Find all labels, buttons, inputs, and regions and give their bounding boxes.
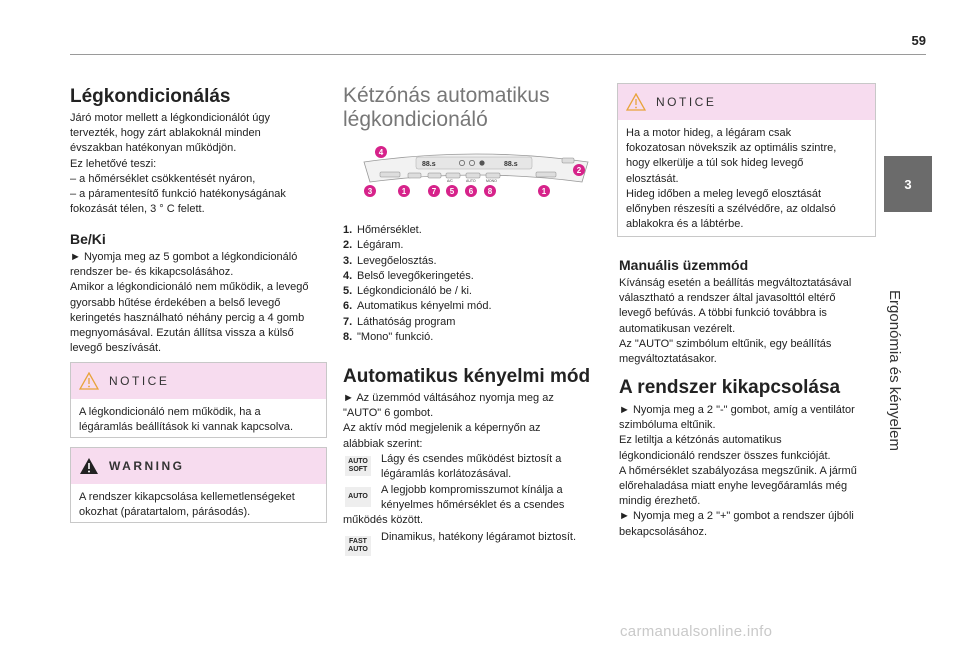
mode-normal-text	[381, 483, 596, 513]
recirculation-icon	[479, 160, 484, 165]
mode-normal-tail	[343, 513, 593, 528]
legend-item: 8. "Mono" funkció.	[343, 331, 434, 344]
text-line: Ha a motor hideg, a légáram csak	[626, 127, 792, 139]
text-line: megváltoztatásakor.	[619, 353, 717, 366]
fan-speed-rocker[interactable]	[562, 158, 574, 163]
title-line: Kétzónás automatikus	[343, 84, 550, 107]
caution-triangle-icon	[79, 372, 99, 390]
auto-button[interactable]	[466, 173, 480, 178]
notice-title: NOTICE	[109, 374, 170, 388]
watermark: carmanualsonline.info	[620, 623, 773, 640]
callout-1-right-label: 1	[541, 187, 547, 196]
text-line: választható a rendszer által javasolttól eltérő	[619, 292, 836, 305]
text-line: okozhat (páratartalom, párásodás).	[79, 506, 251, 519]
text-line: A legjobb kompromisszumot kínálja a	[381, 484, 563, 496]
text-line: légáramlás beállítások ki vannak kapcsolva.	[79, 421, 294, 434]
chapter-number: 3	[904, 176, 912, 192]
callout-3-label: 3	[367, 187, 373, 196]
header-rule	[70, 54, 926, 55]
notice-header	[618, 84, 875, 120]
section-title-air-conditioning: Légkondicionálás	[70, 86, 231, 107]
text-line: előnyben részesíti a szélvédőre, az oldalsó	[626, 203, 836, 216]
text-line: tervezték, hogy zárt ablakoknál minden	[70, 127, 261, 140]
text-line: Dinamikus, hatékony légáramot biztosít.	[381, 531, 577, 543]
text-line: fokozását télen, 3 ° C felett.	[70, 203, 205, 216]
warning-triangle-icon	[79, 457, 99, 475]
text-line: A hőmérséklet szabályozása megszűnik. A jármű	[619, 464, 857, 477]
text-line: kényelmes hőmérséklet és a csendes	[381, 499, 565, 512]
text-line: Lágy és csendes működést biztosít a	[381, 453, 562, 465]
text-line: előrehaladása miatt enyhe levegőáramlás még	[619, 480, 848, 493]
caution-triangle-icon	[626, 93, 646, 111]
text-line: alábbiak szerint:	[343, 437, 423, 450]
text-line: Kívánság esetén a beállítás megváltoztatásával	[619, 277, 852, 289]
title-line: légkondicionáló	[343, 108, 488, 131]
legend-item: 4. Belső levegőkeringetés.	[343, 269, 474, 282]
legend-item: 5. Légkondicionáló be / ki.	[343, 285, 472, 298]
airflow-rocker[interactable]	[408, 173, 421, 178]
text-line: Ez lehetővé teszi:	[70, 157, 157, 170]
legend-item: 6. Automatikus kényelmi mód.	[343, 300, 492, 313]
legend-list	[343, 223, 492, 345]
text-line: működés között.	[343, 514, 424, 526]
mode-soft-text	[381, 452, 596, 482]
text-line: levegő beszívását.	[70, 342, 162, 355]
chapter-tab[interactable]	[884, 156, 932, 212]
intro-paragraph	[70, 111, 315, 217]
section-title-dual-zone	[343, 84, 550, 132]
text-line: ► Nyomja meg a 2 "+" gombot a rendszer újbóli	[619, 510, 854, 523]
manual-paragraph	[619, 276, 879, 367]
comfort-paragraph	[343, 391, 593, 452]
notice-box-col3	[617, 83, 876, 237]
mono-label: MONO	[486, 179, 497, 183]
text-line: Az aktív mód megjelenik a képernyőn az	[343, 422, 541, 435]
section-title-auto-comfort: Automatikus kényelmi mód	[343, 366, 591, 387]
text-line: bekapcsolásához.	[619, 525, 708, 538]
text-line: Ez letiltja a kétzónás automatikus	[619, 434, 782, 447]
ac-button[interactable]	[446, 173, 460, 178]
warning-title: WARNING	[109, 459, 185, 473]
chapter-label-text: Ergonómia és kényelem	[885, 289, 903, 451]
text-line: gyorsabb hűtése érdekében a belső levegő	[70, 296, 281, 309]
warning-body	[71, 484, 326, 526]
text-line: "AUTO" 6 gombot.	[343, 407, 434, 420]
notice-header	[71, 363, 326, 399]
temperature-rocker-right[interactable]	[536, 172, 556, 177]
callout-5-label: 5	[449, 187, 455, 196]
text-line: rendszer be- és kikapcsolásához.	[70, 266, 234, 279]
notice-body	[618, 120, 875, 238]
subsection-title-manual: Manuális üzemmód	[619, 257, 749, 273]
section-title-system-off: A rendszer kikapcsolása	[619, 377, 841, 398]
text-line: ► Nyomja meg az 5 gombot a légkondicionáló	[70, 251, 298, 263]
notice-body	[71, 399, 326, 441]
legend-item: 1. Hőmérséklet.	[343, 224, 422, 236]
visibility-button[interactable]	[428, 173, 441, 178]
legend-item: 3. Levegőelosztás.	[343, 254, 437, 267]
callout-2-label: 2	[576, 166, 582, 175]
fast-auto-icon: FAST AUTO	[345, 536, 371, 556]
notice-title: NOTICE	[656, 95, 717, 109]
text-line: A rendszer kikapcsolása kellemetlenségeket	[79, 491, 295, 503]
text-line: mindig érezhető.	[619, 495, 701, 508]
text-line: levegő befúvás. A többi funkció továbbra is	[619, 307, 827, 320]
text-line: Amikor a légkondicionáló nem működik, a levegő	[70, 281, 309, 294]
text-line: Az "AUTO" szimbólum eltűnik, egy beállítás	[619, 337, 832, 350]
text-line: ► Az üzemmód váltásához nyomja meg az	[343, 392, 554, 404]
auto-soft-icon: AUTO SOFT	[345, 456, 371, 476]
mono-button[interactable]	[486, 173, 500, 178]
callout-1-left-label: 1	[401, 187, 407, 196]
system-off-paragraph	[619, 403, 879, 540]
auto-label: AUTO	[466, 179, 476, 183]
page-number: 59	[911, 33, 926, 48]
callout-4-label: 4	[378, 148, 384, 157]
on-off-paragraph	[70, 250, 330, 356]
auto-normal-icon: AUTO	[345, 487, 371, 507]
legend-item: 2. Légáram.	[343, 239, 404, 252]
panel-display-right: 88.s	[504, 161, 518, 168]
text-line: légkondicionáló rendszer összes funkcióját.	[619, 449, 831, 462]
text-line: – a páramentesítő funkció hatékonyságának	[70, 188, 286, 201]
text-line: szimbóluma eltűnik.	[619, 419, 716, 432]
subsection-title-on-off: Be/Ki	[70, 231, 106, 247]
legend-item: 7. Láthatóság program	[343, 315, 456, 328]
text-line: Járó motor mellett a légkondicionálót úgy	[70, 112, 270, 124]
text-line: keringetés használható néhány percig a 4 gomb	[70, 311, 305, 324]
text-line: megnyomásával. Ezután állítsa vissza a külső	[70, 327, 294, 340]
ac-label: A/C	[447, 179, 453, 183]
text-line: ablakokra és a lábtérbe.	[626, 218, 744, 231]
callout-6-label: 6	[468, 187, 474, 196]
text-line: Hideg időben a meleg levegő elosztását	[626, 187, 822, 200]
text-line: fokozatosan növekszik az optimális szintre,	[626, 142, 837, 155]
warning-header	[71, 448, 326, 484]
text-line: légáramlás korlátozásával.	[381, 468, 512, 481]
notice-box-col1	[70, 362, 327, 438]
text-line: automatikusan vezérelt.	[619, 322, 736, 335]
callout-7-label: 7	[431, 187, 437, 196]
text-line: – a hőmérséklet csökkentését nyáron,	[70, 172, 256, 185]
panel-display-left: 88.s	[422, 161, 436, 168]
text-line: hogy elkerülje a túl sok hideg levegő	[626, 157, 804, 170]
text-line: A légkondicionáló nem működik, ha a	[79, 406, 261, 418]
callout-8-label: 8	[487, 187, 493, 196]
text-line: ► Nyomja meg a 2 "-" gombot, amíg a ventilátor	[619, 404, 855, 416]
warning-box-col1	[70, 447, 327, 523]
text-line: elosztását.	[626, 172, 679, 185]
climate-control-panel-illustration	[356, 140, 596, 205]
text-line: évszakban hatékonyan működjön.	[70, 142, 237, 155]
temperature-rocker-left[interactable]	[380, 172, 400, 177]
mode-fast-text	[381, 530, 596, 545]
